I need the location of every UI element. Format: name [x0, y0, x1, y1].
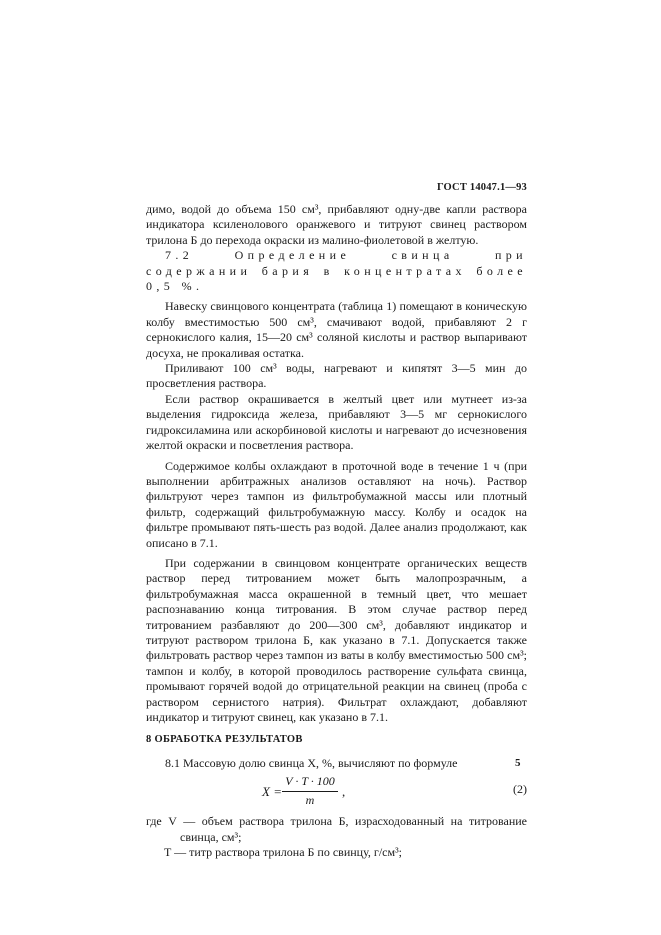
section-8-heading: 8 ОБРАБОТКА РЕЗУЛЬТАТОВ: [146, 734, 303, 746]
body-text: [146, 202, 527, 860]
formula-lhs: X =: [262, 784, 282, 800]
formula-2: [146, 774, 527, 814]
paragraph-sample: Навеску свинцового концентрата (таблица 1) помещают в коническую колбу вместимостью 500 см³, смачивают водой, прибавляют 2 г сернокислого калия, 15—20 см³ соляной кислоты и раствор выпаривают досуха, не прокаливая остатка.: [146, 299, 527, 360]
paragraph-water: Приливают 100 см³ воды, нагревают и кипятят 3—5 мин до просветления раствора.: [146, 361, 527, 391]
page-number: 5: [515, 757, 521, 769]
paragraph-yellow: Если раствор окрашивается в желтый цвет или мутнеет из-за выделения гидроксида железа, прибавляют 3—5 мг сернокислого гидроксиламина или аскорбиновой кислоты и нагревают до исчезновения желтой окраски и посветления раствора.: [146, 391, 527, 453]
formula-numerator: V · T · 100: [282, 774, 338, 791]
paragraph-continuation: димо, водой до объема 150 см³, прибавляют одну-две капли раствора индикатора ксиленолового оранжевого и титруют свинец раствором трилона Б до перехода окраски из малино-фиолетовой в желтую.: [146, 202, 527, 247]
where-line-t: T — титр раствора трилона Б по свинцу, г/см³;: [164, 845, 403, 860]
paragraph-cooling: Содержимое колбы охлаждают в проточной воде в течение 1 ч (при выполнении арбитражных анализов оставляют на ночь). Раствор фильтруют через тампон из фильтробумажной массы или плотный фильтр, содержащий фильтробумажную массу. Колбу и осадок на фильтре промывают пять-шесть раз водой. Далее анализ продолжают, как описано в 7.1.: [146, 458, 527, 550]
formula-comma: ,: [342, 784, 346, 800]
formula-denominator: m: [305, 792, 315, 807]
paragraph-8-1: 8.1 Массовую долю свинца X, %, вычисляют по формуле: [165, 755, 458, 770]
where-line-v: где V — объем раствора трилона Б, израсходованный на титрование свинца, см³;: [146, 814, 527, 844]
standard-header: ГОСТ 14047.1—93: [436, 182, 527, 193]
paragraph-organic: При содержании в свинцовом концентрате органических веществ раствор перед титрованием может быть малопрозрачным, а фильтробумажная масса окрашенной в темный цвет, что мешает распознаванию конца титрования. В этом случае раствор перед титрованием разбавляют до 200—300 см³, добавляют индикатор и титруют раствором трилона Б, как указано в 7.1. Допускается также фильтровать раствор через тампон из ваты в колбу вместимостью 500 см³; тампон и колбу, в которой проводилось растворение сульфата свинца, промывают горячей водой до отрицательной реакции на свинец (проба с раствором сернистого натрия). Фильтрат охлаждают, добавляют индикатор и титруют свинец, как указано в 7.1.: [146, 555, 527, 724]
formula-fraction: [282, 774, 338, 808]
where-block: [146, 814, 527, 860]
formula-number: (2): [513, 782, 527, 797]
subsection-7-2-title: 7.2 Определение свинца при содержании бария в концентратах более 0,5 %.: [146, 248, 527, 294]
